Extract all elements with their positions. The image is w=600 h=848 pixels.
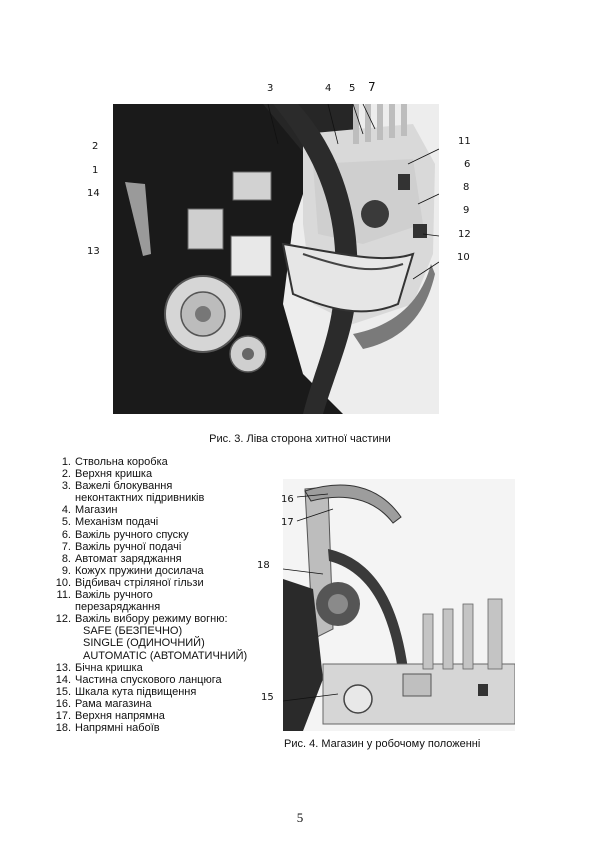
legend-item: 5. Механізм подачі xyxy=(61,516,159,529)
figure-4-caption: Рис. 4. Магазин у робочому положенні xyxy=(284,738,481,750)
fig3-callout-3: 3 xyxy=(267,83,274,94)
fig3-callout-12: 12 xyxy=(458,229,471,240)
legend-item: 8. Автомат заряджання xyxy=(61,552,182,565)
legend-item-continuation: перезаряджання xyxy=(75,601,161,614)
fig3-callout-13: 13 xyxy=(87,246,100,257)
legend-item: 13. Бічна кришка xyxy=(55,661,143,674)
fig3-callout-2: 2 xyxy=(92,141,99,152)
fig3-callout-8: 8 xyxy=(463,182,470,193)
legend-item: 15. Шкала кута підвищення xyxy=(55,685,197,698)
legend-item: 7. Важіль ручної подачі xyxy=(61,540,182,553)
fig3-callout-7: 7 xyxy=(368,80,376,94)
legend-item: 11. Важіль ручного xyxy=(56,589,153,602)
page-number: 5 xyxy=(296,810,304,825)
fig3-callout-6: 6 xyxy=(464,159,471,170)
legend-item: 12. Важіль вибору режиму вогню: xyxy=(55,613,228,626)
legend-item: 17. Верхня напрямна xyxy=(55,709,165,722)
legend-item: 2. Верхня кришка xyxy=(61,468,153,481)
figure-3-caption: Рис. 3. Ліва сторона хитної частини xyxy=(209,433,391,445)
legend-item: 6. Важіль ручного спуску xyxy=(61,528,189,541)
parts-legend xyxy=(55,456,285,734)
legend-item: 18. Напрямні набоїв xyxy=(55,722,160,735)
fig4-callout-15: 15 xyxy=(261,692,274,703)
legend-item-continuation: неконтактних підривників xyxy=(75,492,205,505)
figure-3-illustration xyxy=(113,104,439,414)
legend-item: 14. Частина спускового ланцюга xyxy=(55,673,222,686)
figure-4-photo xyxy=(283,479,515,731)
legend-subitem: SAFE (БЕЗПЕЧНО) xyxy=(83,625,183,638)
legend-item: 10. Відбивач стріляної гільзи xyxy=(55,576,204,589)
legend-item: 16. Рама магазина xyxy=(55,697,152,710)
legend-item: 9. Кожух пружини досилача xyxy=(61,564,204,577)
fig3-callout-14: 14 xyxy=(87,188,100,199)
fig4-callout-16: 16 xyxy=(281,494,294,505)
figure-4-illustration xyxy=(283,479,515,731)
fig4-callout-18: 18 xyxy=(257,560,270,571)
fig3-callout-10: 10 xyxy=(457,252,470,263)
legend-item: 1. Ствольна коробка xyxy=(61,456,168,468)
fig3-callout-5: 5 xyxy=(349,83,356,94)
fig3-callout-4: 4 xyxy=(325,83,332,94)
legend-item: 3. Важелі блокування xyxy=(61,480,173,493)
fig3-callout-1: 1 xyxy=(92,165,99,176)
fig3-callout-9: 9 xyxy=(463,205,470,216)
figure-3-photo xyxy=(113,104,439,414)
fig4-callout-17: 17 xyxy=(281,517,294,528)
legend-subitem: AUTOMATIC (АВТОМАТИЧНИЙ) xyxy=(83,649,248,662)
legend-item: 4. Магазин xyxy=(61,504,118,517)
legend-subitem: SINGLE (ОДИНОЧНИЙ) xyxy=(83,637,205,650)
fig3-callout-11: 11 xyxy=(458,136,471,147)
